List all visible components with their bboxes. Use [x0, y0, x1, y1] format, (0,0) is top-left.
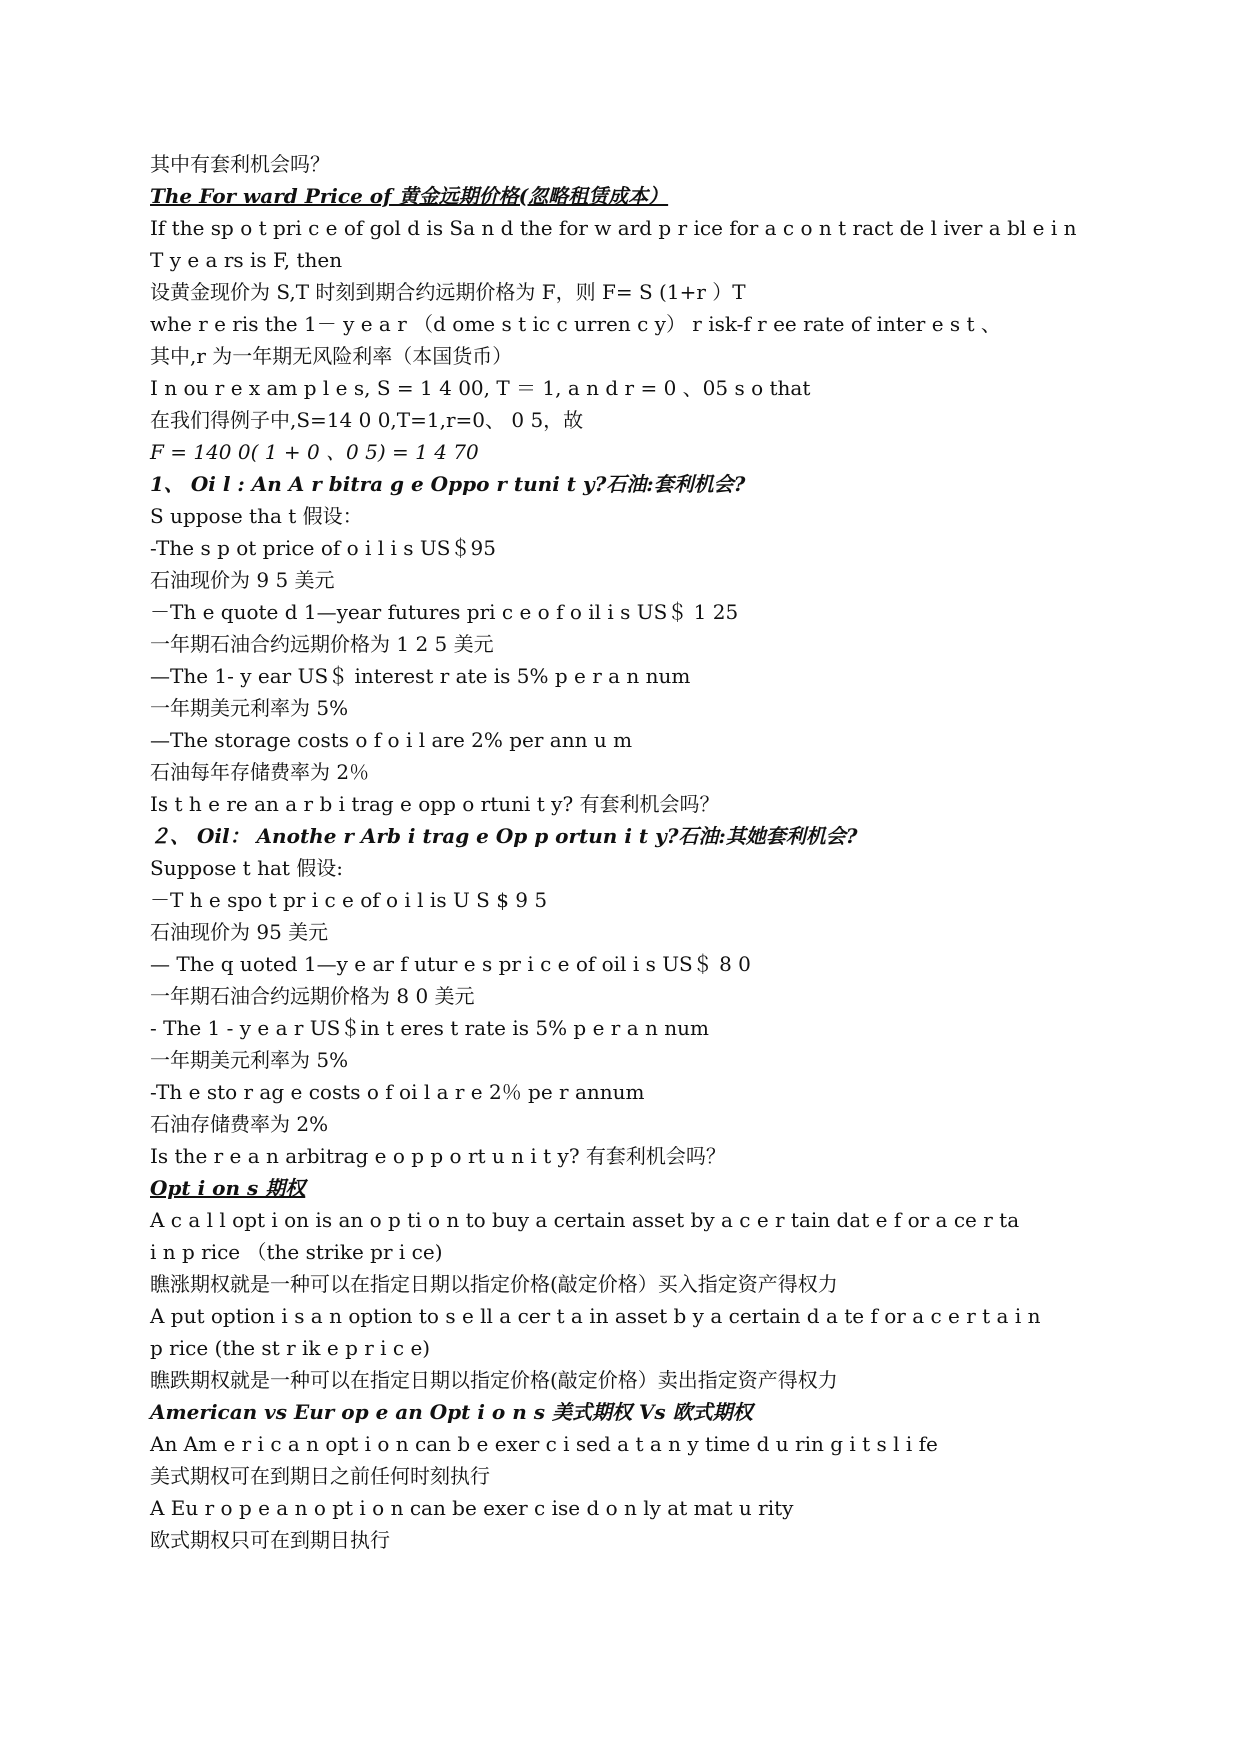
section-heading-oil-2: ２、 Oil： Anothe r Arb i trag e Op p ortun i t y?石油:其她套利机会?	[150, 824, 858, 848]
text-line: 石油每年存储费率为 2％	[150, 760, 370, 784]
text-line: 石油现价为 95 美元	[150, 920, 329, 944]
text-line: T y e a rs is F, then	[150, 248, 343, 272]
text-line: 设黄金现价为 S,T 时刻到期合约远期价格为 F，则 F= S (1+r ）T	[150, 280, 746, 304]
text-line: A c a l l opt i on is an o p ti o n to buy a certain asset by a c e r tain dat e f or a ce r ta	[150, 1208, 1020, 1232]
text-line: - The 1 - y e a r US＄in t eres t rate is 5% p e r a n num	[150, 1016, 709, 1040]
text-line: — The q uoted 1—y e ar f utur e s pr i c e of oil i s US＄ 8 0	[150, 952, 751, 976]
text-line: A put option i s a n option to s e ll a cer t a in asset b y a certain d a te f or a c e r t a i n	[150, 1304, 1041, 1328]
text-line: 瞧涨期权就是一种可以在指定日期以指定价格(敲定价格）买入指定资产得权力	[150, 1272, 838, 1296]
text-line: 一年期石油合约远期价格为 1 2 5 美元	[150, 632, 494, 656]
text-line: Is the r e a n arbitrag e o p p o rt u n i t y? 有套利机会吗？	[150, 1144, 726, 1168]
text-line: whe r e ris the 1－ y e a r （d ome s t ic c urren c y） r isk-f r ee rate of inter e s t 、	[150, 312, 1001, 336]
text-line: 欧式期权只可在到期日执行	[150, 1528, 390, 1552]
section-heading-oil-1: 1、 Oi l : An A r bitra g e Oppo r tuni t y?石油:套利机会?	[150, 472, 746, 496]
text-line: A Eu r o p e a n o pt i o n can be exer c ise d o n ly at mat u rity	[150, 1496, 794, 1520]
text-line: 一年期石油合约远期价格为 8 0 美元	[150, 984, 475, 1008]
text-line: Suppose t hat 假设:	[150, 856, 344, 880]
text-line: i n p rice （the strike pr i ce)	[150, 1240, 443, 1264]
text-line: 一年期美元利率为 5%	[150, 696, 349, 720]
text-line: -Th e sto r ag e costs o f oi l a r e 2％ pe r annum	[150, 1080, 645, 1104]
text-line: 在我们得例子中,S=14 0 0,T=1,r=0、 0 5，故	[150, 408, 584, 432]
text-line: 一年期美元利率为 5%	[150, 1048, 349, 1072]
formula-line: F = 140 0( 1 + 0 、0 5) = 1 4 70	[150, 440, 479, 464]
text-line: 其中,r 为一年期无风险利率（本国货币）	[150, 344, 513, 368]
text-line: －Th e quote d 1—year futures pri c e o f o il i s US＄ 1 25	[150, 600, 739, 624]
text-line: 石油现价为 9 5 美元	[150, 568, 335, 592]
section-heading-options: Opt i on s 期权	[150, 1176, 306, 1200]
text-line: If the sp o t pri c e of gol d is Sa n d the for w ard p r ice for a c o n t ract de l iver a bl e i n	[150, 216, 1077, 240]
text-line: Is t h e re an a r b i trag e opp o rtuni t y? 有套利机会吗？	[150, 792, 720, 816]
text-line: 石油存储费率为 2%	[150, 1112, 329, 1136]
section-heading-american-vs-european: American vs Eur op e an Opt i o n s 美式期权 Vs 欧式期权	[150, 1400, 753, 1424]
text-line: p rice (the st r ik e p r i c e)	[150, 1336, 431, 1360]
text-line: I n ou r e x am p l e s, S = 1 4 00, T ＝ 1, a n d r = 0 、05 s o that	[150, 376, 811, 400]
text-line: -The s p ot price of o i l i s US＄95	[150, 536, 496, 560]
text-line: S uppose tha t 假设：	[150, 504, 363, 528]
text-line: —The 1- y ear US＄ interest r ate is 5% p e r a n num	[150, 664, 691, 688]
text-line: An Am e r i c a n opt i o n can b e exer c i sed a t a n y time d u rin g i t s l i fe	[150, 1432, 938, 1456]
text-line: —The storage costs o f o i l are 2% per ann u m	[150, 728, 633, 752]
text-line: －T h e spo t pr i c e of o i l is U S $ 9 5	[150, 888, 548, 912]
text-line: 其中有套利机会吗？	[150, 152, 330, 176]
text-line: 美式期权可在到期日之前任何时刻执行	[150, 1464, 490, 1488]
section-heading-forward-price: The For ward Price of 黄金远期价格(忽略租赁成本）	[150, 184, 669, 208]
text-line: 瞧跌期权就是一种可以在指定日期以指定价格(敲定价格）卖出指定资产得权力	[150, 1368, 838, 1392]
